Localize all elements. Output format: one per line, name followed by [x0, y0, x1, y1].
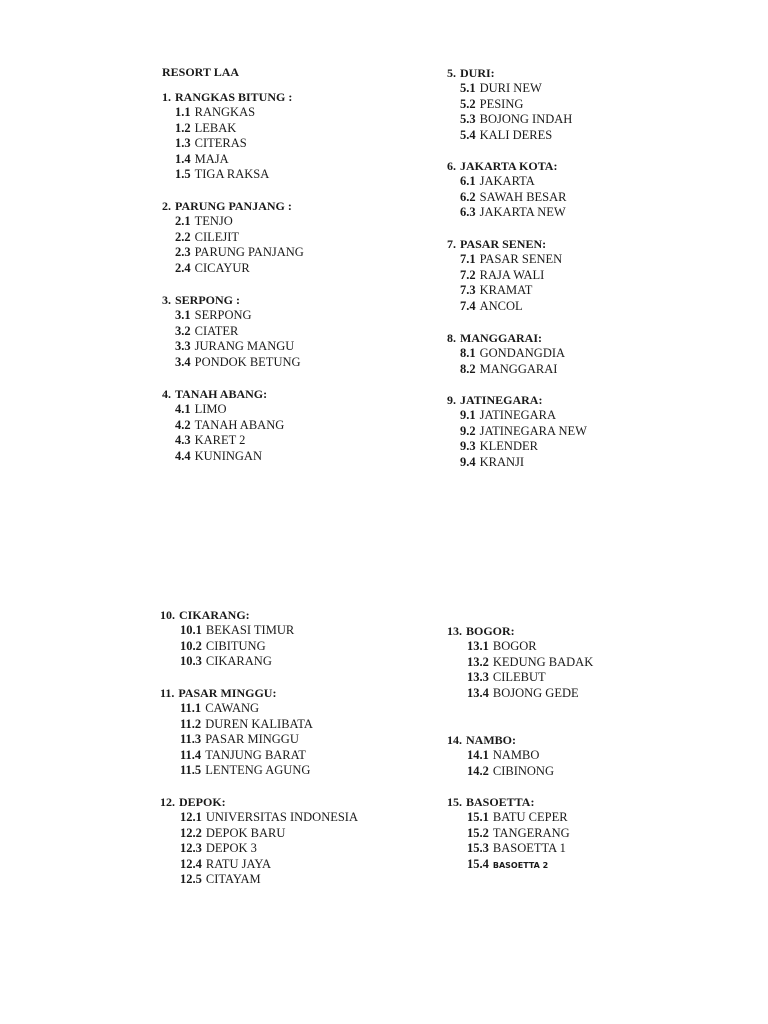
list-item: 1.3 CITERAS — [175, 136, 247, 151]
list-item: 13.3 CILEBUT — [467, 670, 546, 685]
list-item: 11.3 PASAR MINGGU — [180, 732, 299, 747]
list-item: 2.4 CICAYUR — [175, 260, 250, 275]
section-heading: 7. PASAR SENEN: — [447, 237, 547, 251]
section-serpong — [162, 292, 301, 370]
section-heading: 1. RANGKAS BITUNG : — [162, 90, 293, 104]
list-item: 13.1 BOGOR — [467, 639, 537, 653]
list-item: 11.2 DUREN KALIBATA — [180, 716, 313, 731]
list-item: 12.5 CITAYAM — [180, 872, 261, 887]
section-tanah-abang — [162, 386, 284, 464]
section-duri — [447, 65, 572, 143]
section-jakarta-kota — [447, 158, 566, 221]
list-item: 8.2 MANGGARAI — [460, 361, 558, 376]
list-item: 2.2 CILEJIT — [175, 229, 240, 244]
list-item: 15.3 BASOETTA 1 — [467, 841, 566, 856]
section-bogor — [447, 623, 593, 701]
list-item: 5.1 DURI NEW — [460, 81, 542, 95]
list-item: 7.1 PASAR SENEN — [460, 252, 563, 266]
section-heading: 5. DURI: — [447, 66, 495, 80]
list-item: 11.4 TANJUNG BARAT — [180, 747, 306, 762]
list-item: 15.2 TANGERANG — [467, 825, 570, 840]
list-item: 3.4 PONDOK BETUNG — [175, 354, 301, 369]
section-heading: 8. MANGGARAI: — [447, 331, 542, 345]
list-item: 7.3 KRAMAT — [460, 283, 533, 298]
list-item: 5.3 BOJONG INDAH — [460, 112, 573, 127]
section-manggarai — [447, 330, 565, 377]
list-item: 4.4 KUNINGAN — [175, 448, 262, 463]
section-heading: 3. SERPONG : — [162, 293, 241, 307]
list-item: 2.3 PARUNG PANJANG — [175, 245, 304, 260]
list-item: 4.2 TANAH ABANG — [175, 417, 285, 432]
section-rangkas-bitung — [162, 89, 292, 183]
list-item: 5.2 PESING — [460, 96, 524, 111]
section-heading: 10. CIKARANG: — [160, 608, 250, 622]
list-item: 10.1 BEKASI TIMUR — [180, 623, 295, 637]
list-item: 6.3 JAKARTA NEW — [460, 205, 566, 220]
section-heading: 13. BOGOR: — [447, 624, 515, 638]
section-heading: 9. JATINEGARA: — [447, 393, 543, 407]
section-heading: 6. JAKARTA KOTA: — [447, 159, 558, 173]
list-item: 9.4 KRANJI — [460, 454, 525, 469]
list-item: 6.2 SAWAH BESAR — [460, 189, 567, 204]
list-item: 8.1 GONDANGDIA — [460, 346, 566, 360]
list-item: 9.1 JATINEGARA — [460, 408, 557, 422]
list-item: 12.1 UNIVERSITAS INDONESIA — [180, 810, 358, 824]
section-heading: 14. NAMBO: — [447, 733, 516, 747]
list-item: 4.1 LIMO — [175, 402, 227, 416]
list-item: 12.4 RATU JAYA — [180, 856, 272, 871]
section-cikarang — [160, 607, 294, 670]
section-heading: 11. PASAR MINGGU: — [160, 686, 277, 700]
list-item: 1.4 MAJA — [175, 151, 229, 166]
section-pasar-minggu — [160, 685, 313, 779]
list-item: 9.2 JATINEGARA NEW — [460, 423, 587, 438]
list-item: 15.1 BATU CEPER — [467, 810, 568, 824]
section-heading: 2. PARUNG PANJANG : — [162, 199, 292, 213]
list-item: 13.4 BOJONG GEDE — [467, 685, 579, 700]
list-item: 1.1 RANGKAS — [175, 105, 256, 119]
list-item: 7.4 ANCOL — [460, 298, 523, 313]
section-heading: 15. BASOETTA: — [447, 795, 535, 809]
list-item: 10.2 CIBITUNG — [180, 638, 266, 653]
list-item: 3.3 JURANG MANGU — [175, 339, 295, 354]
section-depok — [160, 794, 358, 888]
document-title: RESORT LAA — [162, 65, 240, 79]
section-basoetta — [447, 794, 570, 872]
list-item: 13.2 KEDUNG BADAK — [467, 654, 594, 669]
section-pasar-senen — [447, 236, 562, 314]
list-item: 3.2 CIATER — [175, 323, 239, 338]
list-item: 12.3 DEPOK 3 — [180, 841, 257, 856]
list-item: 5.4 KALI DERES — [460, 127, 553, 142]
list-item: 4.3 KARET 2 — [175, 433, 246, 448]
list-item: 11.5 LENTENG AGUNG — [180, 763, 311, 778]
list-item: 14.1 NAMBO — [467, 748, 540, 762]
section-parung-panjang — [162, 198, 304, 276]
list-item: 14.2 CIBINONG — [467, 763, 554, 778]
section-nambo — [447, 732, 554, 779]
list-item: 1.2 LEBAK — [175, 120, 237, 135]
list-item: 7.2 RAJA WALI — [460, 267, 545, 282]
list-item: 2.1 TENJO — [175, 214, 233, 228]
list-item: 15.4 BASOETTA 2 — [467, 856, 549, 871]
section-heading: 12. DEPOK: — [160, 795, 226, 809]
list-item: 12.2 DEPOK BARU — [180, 825, 286, 840]
list-item: 11.1 CAWANG — [180, 701, 260, 715]
list-item: 10.3 CIKARANG — [180, 654, 272, 669]
list-item: 1.5 TIGA RAKSA — [175, 167, 270, 182]
section-heading: 4. TANAH ABANG: — [162, 387, 268, 401]
section-jatinegara — [447, 392, 587, 470]
list-item: 6.1 JAKARTA — [460, 174, 535, 188]
list-item: 9.3 KLENDER — [460, 439, 538, 454]
list-item: 3.1 SERPONG — [175, 308, 252, 322]
